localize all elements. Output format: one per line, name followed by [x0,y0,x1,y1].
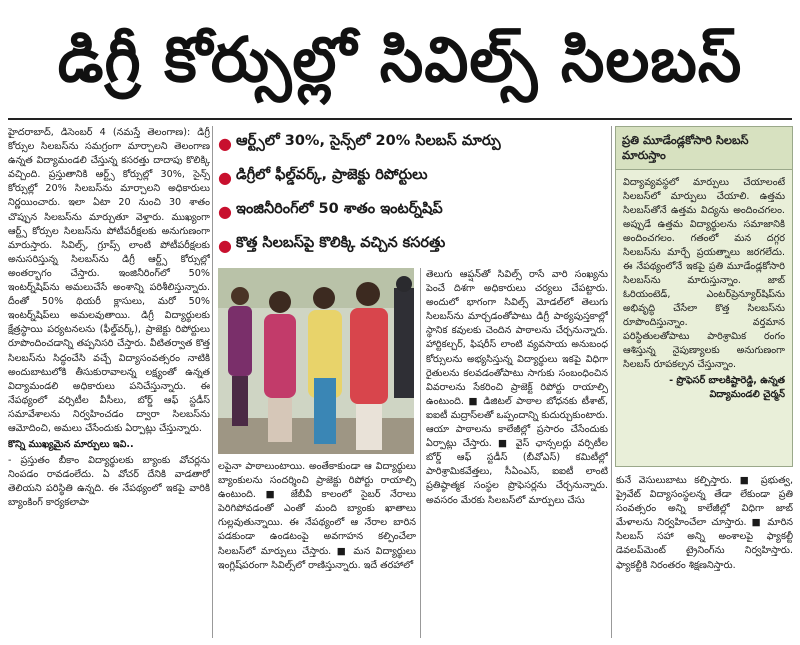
highlight-item [218,126,600,160]
article-paragraph: హైదరాబాద్, డిసెంబర్ 4 (నమస్తే తెలంగాణ): డిగ్రీ కోర్సుల సిలబస్‌ను సమగ్రంగా మార్చాలని తెలంగాణ ఉన్నత విద్యామండలి చేస్తున్న కసరత్తు దాదాపు కొలిక్కి వచ్చింది. ప్రస్తుతానికి ఆర్ట్స్ కోర్సుల్లో 30%, సైన్స్ కోర్సుల్లో 20% సిలబస్‌ను మార్చాలని అధికారులు నిర్ణయించారు. ఇలా ఏటా 20 నుంచి 30 శాతం చొప్పున సిలబస్‌ను మార్చుతూ వెళ్తారు. ముఖ్యంగా ఆర్ట్స్ కోర్సుల సిలబస్‌ను పోటీపరీక్షలకు అనుగుణంగా మారుస్తారు. సివిల్స్, గ్రూప్స్ లాంటి పోటీపరీక్షలకు అనుసరిస్తున్న సిలబస్‌ను డిగ్రీ ఆర్ట్స్ కోర్సుల్లో అంతర్భాగం చేస్తారు. ఇంజినీరింగ్‌లో 50% ఇంటర్న్‌షిప్‌ను అమలుచేసే అంశాన్ని పరిశీలిస్తున్నారు. దీంతో 50% థియరీ క్లాసులు, మరో 50% ఇంటర్న్‌షిప్‌లు అమలవుతాయి. డిగ్రీ విద్యార్థులకు క్షేత్రస్థాయి పర్యటనలను (ఫీల్డ్‌వర్క్), ప్రాజెక్టు రిపోర్టులు రూపొందించడాన్ని తప్పనిసరి చేస్తారు. వీటితర్వాత కొత్త సిలబస్‌ను సిద్ధంచేసి వచ్చే విద్యాసంవత్సరం నాటికి అందుబాటులోకి తీసుకురావాలన్న లక్ష్యంతో ఉన్నత విద్యామండలి అధికారులు పనిచేస్తున్నారు. ఈ నేపథ్యంలో వర్సిటీల వీసీలు, బోర్డ్ ఆఫ్ స్టడీస్ సమావేశాలను నిర్వహించడం ద్వారా సిలబస్‌ను ఆమోదించి, అమలు చేసేందుకు ఏర్పాట్లు చేస్తున్నారు. [8,127,210,434]
column-divider [420,268,421,638]
article-column-3 [426,268,608,638]
highlight-text: ఇంజినీరింగ్‌లో 50 శాతం ఇంటర్న్‌షిప్ [236,201,443,217]
quote-box [615,126,793,467]
quote-box-title: ప్రతి మూడేండ్లకోసారి సిలబస్ మారుస్తాం [616,127,792,170]
bullet-icon: ● [218,201,232,221]
highlight-item [218,160,600,194]
article-column-1 [8,126,210,638]
highlight-text: డిగ్రీలో ఫీల్డ్‌వర్క్, ప్రాజెక్టు రిపోర్టులు [236,167,428,183]
quote-box-body: విద్యావ్యవస్థలో మార్పులు చేయాలంటే సిలబస్‌లో మార్పులు చేయాలి. ఉత్తమ సిలబస్‌తోనే ఉత్తమ విద్యను అందించగలం. అప్పుడే ఉత్తమ విద్యార్థులను సమాజానికి అందించగలం. గతంలో మన దగ్గర సిలబస్‌ను మార్చే ప్రయత్నాలు జరగలేదు. ఈ నేపథ్యంలోనే ఇకపై ప్రతి మూడేండ్లకోసారి సిలబస్‌ను మారుస్తున్నాం. జాబ్ ఓరియంటెడ్, ఎంటర్‌ప్రెన్యూర్‌షిప్‌ను అభివృద్ధి చేసేలా కొత్త సిలబస్‌ను రూపొందిస్తున్నాం. వర్తమాన పరిస్థితులతోపాటు పారిశ్రామిక రంగం ఆశిస్తున్న నైపుణ్యాలకు అనుగుణంగా సిలబస్ రూపకల్పన చేస్తున్నాం. [623,177,785,370]
quote-box-signature: - ప్రొఫెసర్ బాలకిష్టారెడ్డి, ఉన్నత విద్యామండలి చైర్మన్ [669,375,785,400]
students-photo-image [218,268,414,454]
article-paragraph: లపైనా పాఠాలుంటాయి. అంతేకాకుండా ఆ విద్యార్థులు బ్యాంకులను సందర్శించి ప్రాజెక్టు రిపోర్టు రాయాల్సి ఉంటుంది. ■ జేబీవీ కాలంలో సైబర్ నేరాలు పెరిగిపోవడంతో ఎంతో మంది బ్యాంకు ఖాతాలు గుల్లవుతున్నాయి. ఈ నేపథ్యంలో ఆ నేరాల బారిన పడకుండా ఉండటంపై అవగాహన కల్పించేలా సిలబస్‌లో మార్పులు చేస్తారు. ■ మన విద్యార్థులు ఇంగ్లిష్‌పరంగా సివిల్స్‌లో రాణిస్తున్నారు. ఇదే తరహాలో [218,461,416,571]
article-subhead: కొన్ని ముఖ్యమైన మార్పులు ఇవి.. [8,439,134,451]
headline: డిగ్రీ కోర్సుల్లో సివిల్స్ సిలబస్ [57,23,743,96]
article-paragraph: కునే వెసులుబాటు కల్పిస్తారు. ■ ప్రభుత్వ, ప్రైవేట్ విద్యాసంస్థలన్న తేడా లేకుండా ప్రతి సంవత్సరం అన్ని కాలేజీల్లో విధిగా జాబ్ మేళాలను నిర్వహించేలా చూస్తారు. ■ మారిన సిలబస్ సహా అన్ని అంశాలపై ఫ్యాకల్టీ డెవలప్‌మెంట్ ట్రైనింగ్‌ను నిర్వహిస్తారు. ఫ్యాకల్టీకి నిరంతరం శిక్షణనిస్తారు. [616,475,793,571]
students-photo [218,268,414,454]
column-divider [212,126,213,638]
bullet-icon: ● [218,235,232,255]
highlight-text: ఆర్ట్స్‌లో 30%, సైన్స్‌లో 20% సిలబస్ మార్పు [236,133,501,149]
highlight-item [218,194,600,228]
column-divider [611,126,612,638]
bullet-icon: ● [218,133,232,153]
article-paragraph: - ప్రస్తుతం బీకాం విద్యార్థులకు బ్యాంకు వోచర్లను నింపడం రావడంలేదు. ఏ వోచర్ దేనికి వాడతారో తెలియని పరిస్థితి ఉన్నది. ఈ నేపథ్యంలో ఇకపై వారికి బ్యాంకింగ్ కార్యకలాపా [8,455,210,509]
highlight-text: కొత్త సిలబస్‌పై కొలిక్కి వచ్చిన కసరత్తు [236,235,446,251]
bullet-icon: ● [218,167,232,187]
headline-rule [8,118,792,120]
article-column-2 [218,460,416,638]
highlights-list [218,126,600,266]
article-paragraph: తెలుగు ఆప్షన్‌తో సివిల్స్ రాసే వారి సంఖ్యను పెంచే దిశగా అధికారులు చర్యలు చేపట్టారు. అందులో భాగంగా సివిల్స్ మోడల్‌లో తెలుగు సిలబస్‌ను మార్చడంతోపాటు డిగ్రీ పాఠ్యపుస్తకాల్లో స్థానిక కవులకు చెందిన పాఠాలను చేర్చనున్నారు. హార్టికల్చర్, ఫిషరీస్ లాంటి వ్యవసాయ అనుబంధ కోర్సులను అభ్యసిస్తున్న విద్యార్థులు ఇకపై విధిగా రైతులను కలవడంతోపాటు సాగుకు సంబంధించిన వివరాలను సేకరించి ప్రాజెక్ట్ రిపోర్టు రాయాల్సి ఉంటుంది. ■ డిజిటల్ పాఠాల బోధనకు టీశాట్, ఐఐటీ మద్రాస్‌లతో ఒప్పందాన్ని కుదుర్చుకుంటారు. ఆయా పాఠాలను కాలేజీల్లో ప్రసారం చేసేందుకు ఏర్పాట్లు చేస్తారు. ■ వైస్ ఛాన్సలర్లు వర్సిటీల బోర్డ్ ఆఫ్ స్టడీస్ (బీవోఎస్) కమిటీల్లో పారిశ్రామికవేత్తలు, సీఏంఎస్, ఐఐటీ లాంటి ప్రతిష్ఠాత్మక సంస్థల ప్రొఫెసర్లను చేర్చనున్నారు. అవసరం మేరకు సిలబస్‌లో మార్పులు చేసు [426,269,608,506]
article-column-4 [616,474,793,638]
highlight-item [218,228,600,262]
